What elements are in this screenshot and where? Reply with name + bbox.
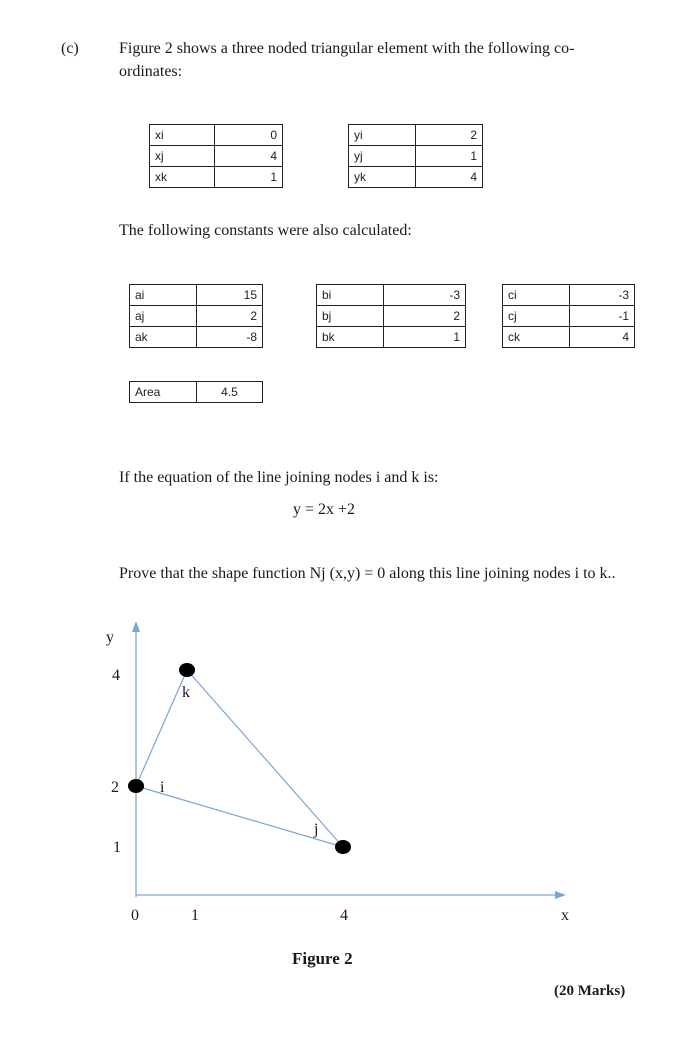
edge-i-k xyxy=(136,670,187,786)
table-cell-name: ai xyxy=(130,285,197,306)
table-cell-value: -3 xyxy=(384,285,466,306)
table-cell-name: ck xyxy=(503,327,570,348)
table-cell-name: Area xyxy=(130,382,197,403)
table-cell-name: bj xyxy=(317,306,384,327)
table-cell-name: xj xyxy=(150,146,215,167)
table-cell-value: 2 xyxy=(416,125,483,146)
table-cell-value: 2 xyxy=(384,306,466,327)
table-cell-value: 0 xyxy=(215,125,283,146)
table-cell-value: 1 xyxy=(215,167,283,188)
node-i xyxy=(128,779,144,793)
table-cell-name: aj xyxy=(130,306,197,327)
table-cell-value: 2 xyxy=(197,306,263,327)
table-cell-name: xk xyxy=(150,167,215,188)
node-label-k: k xyxy=(182,684,190,701)
node-label-j: j xyxy=(314,821,319,838)
x-axis-label: x xyxy=(561,907,569,924)
question-label: (c) xyxy=(61,40,79,57)
table-cell-value: -8 xyxy=(197,327,263,348)
prove-statement: Prove that the shape function Nj (x,y) = 0 along this line joining nodes i to k.. xyxy=(119,565,616,582)
table-cell-value: -1 xyxy=(570,306,635,327)
table-cell-value: 4 xyxy=(215,146,283,167)
x-tick-label: 0 xyxy=(131,907,139,924)
node-k xyxy=(179,663,195,677)
line-intro: If the equation of the line joining nodes i and k is: xyxy=(119,469,439,486)
table-cell-name: yk xyxy=(349,167,416,188)
figure-caption: Figure 2 xyxy=(292,949,353,968)
intro-line-2: ordinates: xyxy=(119,63,183,80)
x-tick-label: 4 xyxy=(340,907,348,924)
edge-k-j xyxy=(187,670,343,847)
node-label-i: i xyxy=(160,779,165,796)
line-equation: y = 2x +2 xyxy=(293,501,356,518)
table-cell-value: 1 xyxy=(416,146,483,167)
edge-i-j xyxy=(136,786,343,847)
y-tick-label: 4 xyxy=(112,667,120,684)
y-axis-label: y xyxy=(106,629,114,646)
table-cell-name: yi xyxy=(349,125,416,146)
table-cell-name: ci xyxy=(503,285,570,306)
y-tick-label: 2 xyxy=(111,779,119,796)
x-tick-label: 1 xyxy=(191,907,199,924)
table-cell-name: yj xyxy=(349,146,416,167)
x-axis-arrow-icon xyxy=(555,891,566,899)
y-tick-label: 1 xyxy=(113,839,121,856)
marks-label: (20 Marks) xyxy=(554,983,626,999)
table-cell-value: 1 xyxy=(384,327,466,348)
table-cell-name: ak xyxy=(130,327,197,348)
node-j xyxy=(335,840,351,854)
y-axis-arrow-icon xyxy=(132,621,140,632)
intro-line-1: Figure 2 shows a three noded triangular element with the following co- xyxy=(119,40,575,57)
table-cell-value: 4 xyxy=(416,167,483,188)
table-cell-name: xi xyxy=(150,125,215,146)
table-cell-name: bi xyxy=(317,285,384,306)
table-cell-value: 15 xyxy=(197,285,263,306)
table-cell-value: 4 xyxy=(570,327,635,348)
table-cell-name: bk xyxy=(317,327,384,348)
table-cell-value: -3 xyxy=(570,285,635,306)
table-cell-value: 4.5 xyxy=(197,382,263,403)
constants-intro: The following constants were also calculated: xyxy=(119,222,412,239)
table-cell-name: cj xyxy=(503,306,570,327)
